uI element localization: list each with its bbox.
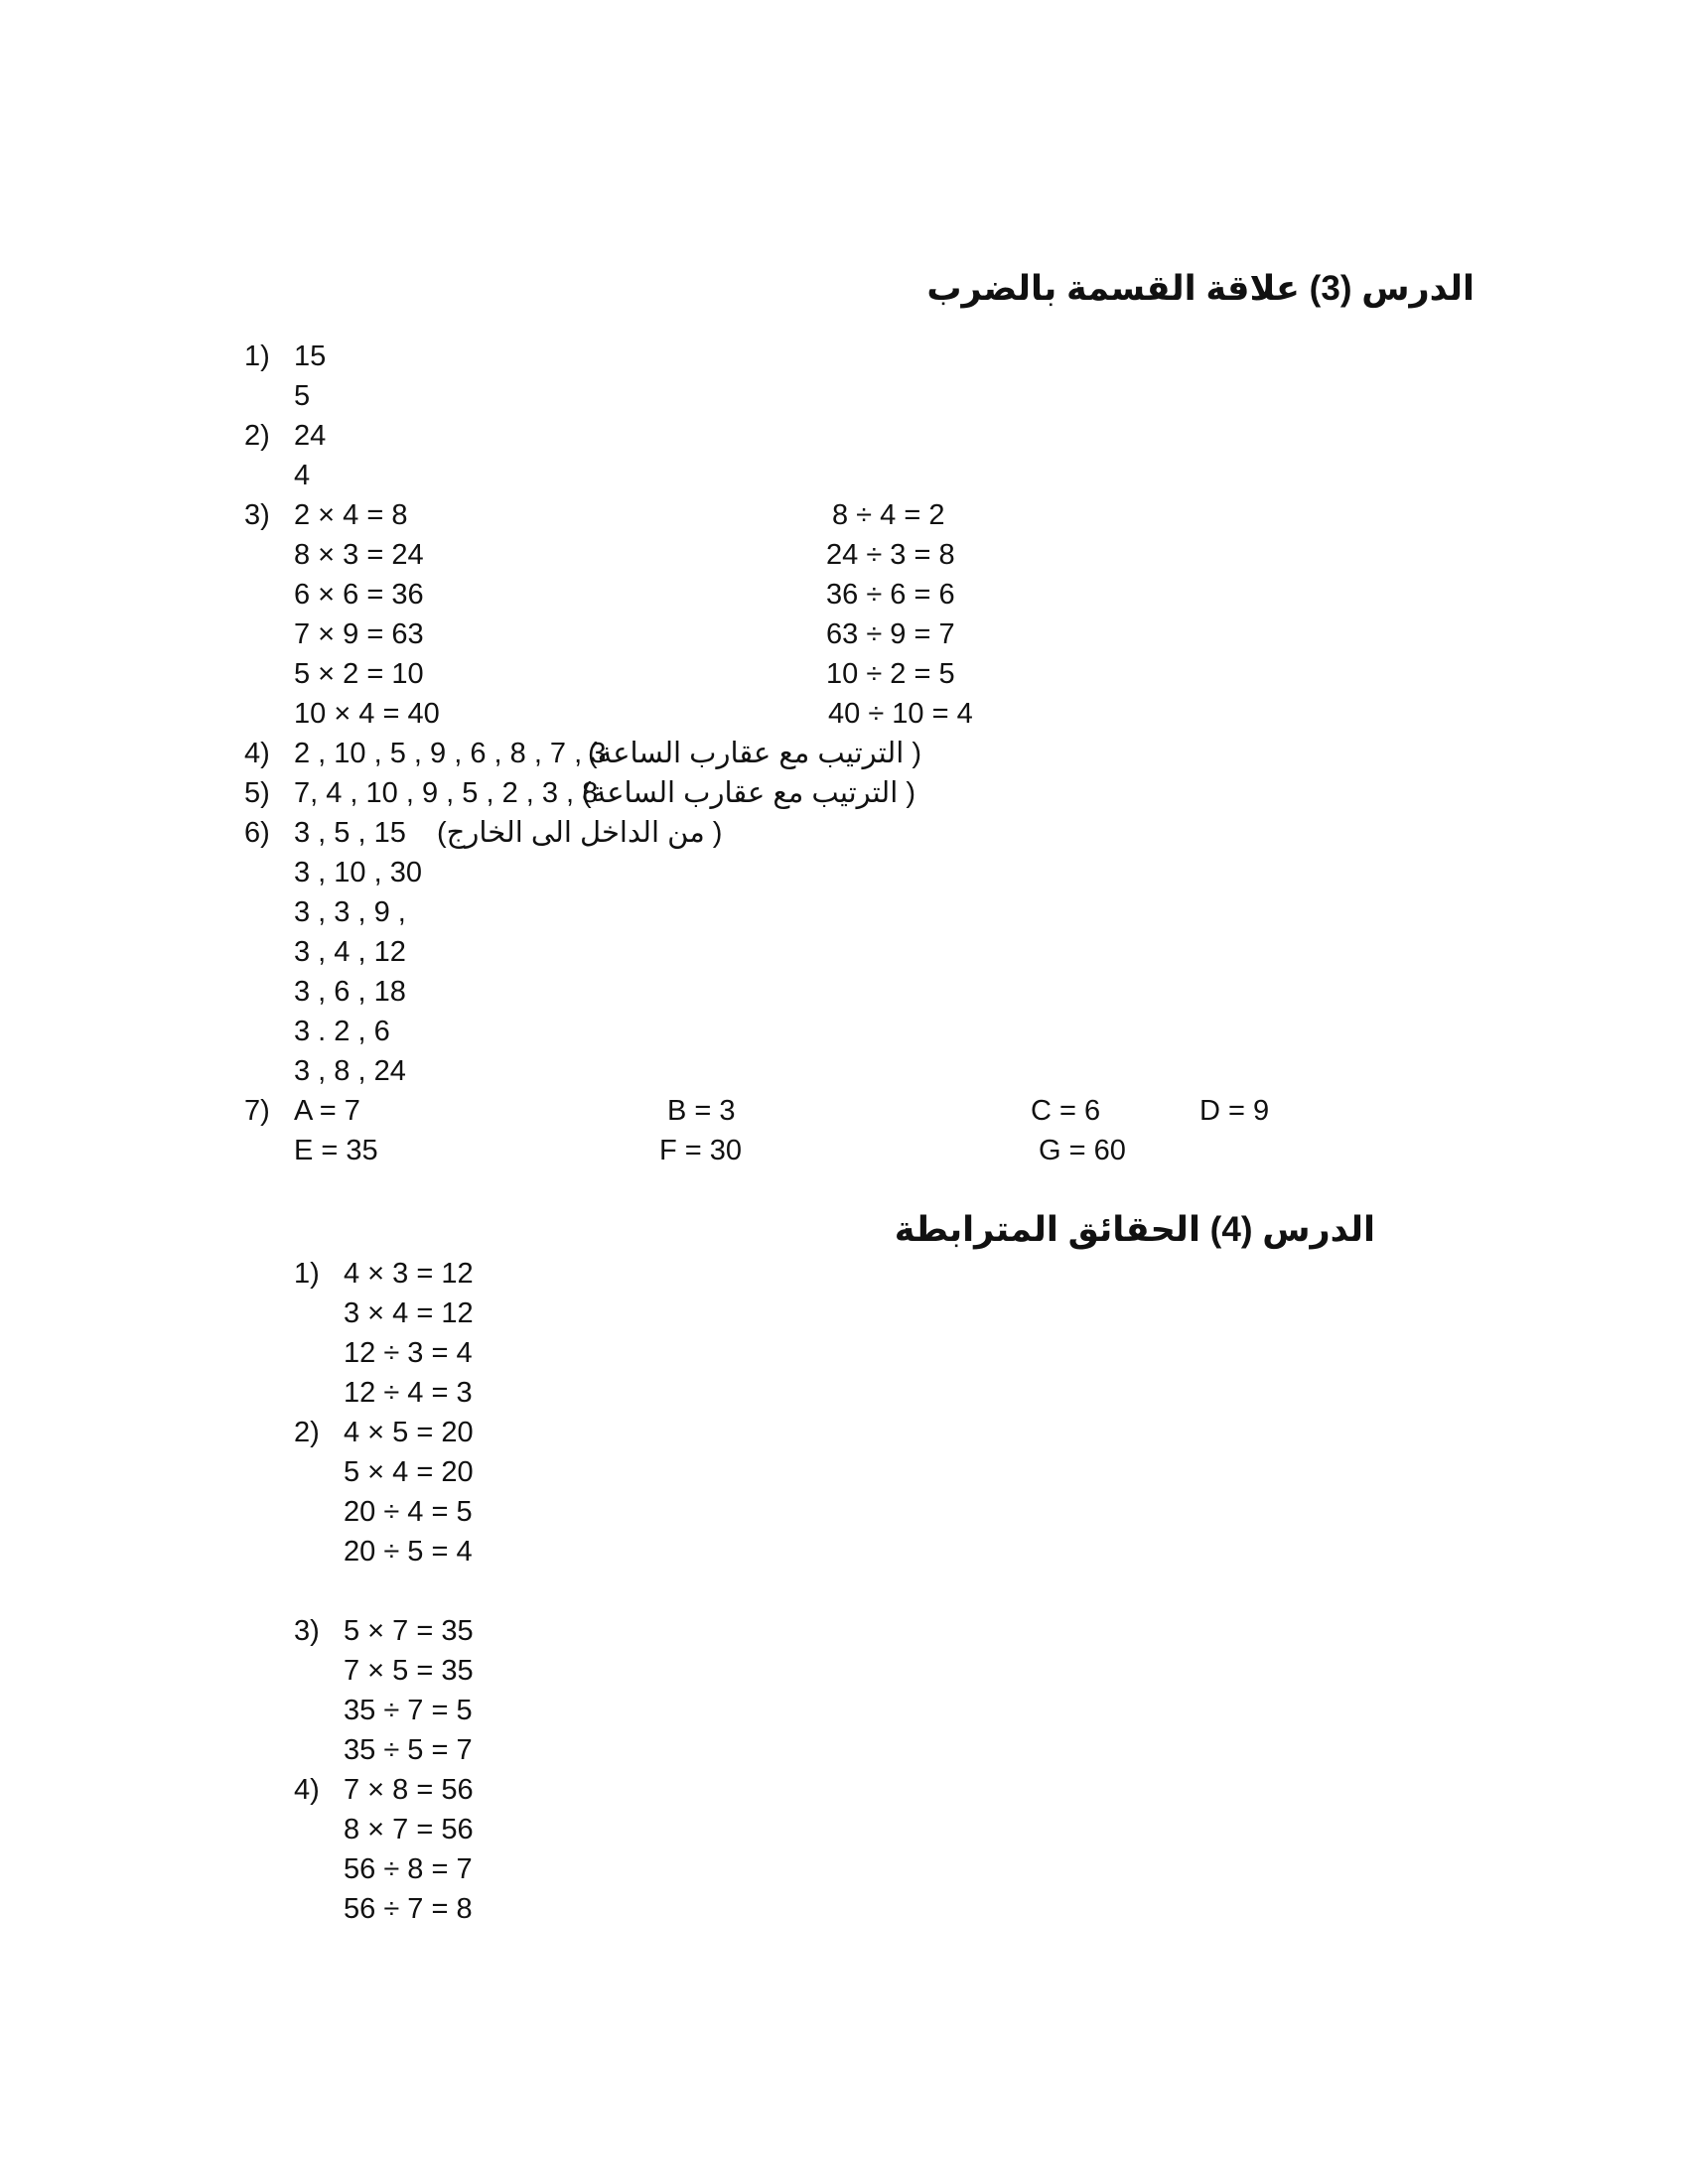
q3-mul-row: 10 × 4 = 40 bbox=[294, 698, 440, 730]
q6-note: ( من الداخل الى الخارج) bbox=[437, 817, 723, 849]
q7-value-d: D = 9 bbox=[1199, 1095, 1270, 1127]
q3-mul-row: 2 × 4 = 8 bbox=[294, 499, 408, 531]
q2-number: 2) bbox=[244, 420, 270, 452]
q1-answer-b: 5 bbox=[294, 380, 311, 412]
fact-row: 4 × 3 = 12 bbox=[344, 1258, 474, 1290]
q6-row: 3 , 8 , 24 bbox=[294, 1055, 406, 1087]
q4-note: ( الترتيب مع عقارب الساعة) bbox=[588, 738, 922, 769]
lesson4-item-number: 1) bbox=[294, 1258, 320, 1290]
fact-row: 5 × 4 = 20 bbox=[344, 1456, 474, 1488]
fact-row: 5 × 7 = 35 bbox=[344, 1615, 474, 1647]
fact-row: 35 ÷ 5 = 7 bbox=[344, 1734, 473, 1766]
q5-sequence: 7, 4 , 10 , 9 , 5 , 2 , 3 , 8 bbox=[294, 777, 599, 809]
q5-note: ( الترتيب مع عقارب الساعة) bbox=[582, 777, 916, 809]
lesson3-title: الدرس (3) علاقة القسمة بالضرب bbox=[926, 269, 1475, 308]
q2-answer-a: 24 bbox=[294, 420, 327, 452]
q7-value-f: F = 30 bbox=[659, 1135, 743, 1166]
q4-number: 4) bbox=[244, 738, 270, 769]
fact-row: 7 × 8 = 56 bbox=[344, 1774, 474, 1806]
lesson4-item-number: 3) bbox=[294, 1615, 320, 1647]
lesson4-title: الدرس (4) الحقائق المترابطة bbox=[894, 1210, 1375, 1249]
fact-row: 3 × 4 = 12 bbox=[344, 1297, 474, 1329]
q5-number: 5) bbox=[244, 777, 270, 809]
q6-row: 3 , 3 , 9 , bbox=[294, 896, 406, 928]
q7-number: 7) bbox=[244, 1095, 270, 1127]
q3-div-row: 40 ÷ 10 = 4 bbox=[828, 698, 973, 730]
q3-div-row: 24 ÷ 3 = 8 bbox=[826, 539, 955, 571]
q3-mul-row: 5 × 2 = 10 bbox=[294, 658, 424, 690]
q3-div-row: 8 ÷ 4 = 2 bbox=[832, 499, 945, 531]
q6-row: 3 , 4 , 12 bbox=[294, 936, 406, 968]
fact-row: 56 ÷ 8 = 7 bbox=[344, 1853, 473, 1885]
q2-answer-b: 4 bbox=[294, 460, 311, 491]
q7-value-b: B = 3 bbox=[667, 1095, 736, 1127]
fact-row: 8 × 7 = 56 bbox=[344, 1814, 474, 1845]
q3-mul-row: 7 × 9 = 63 bbox=[294, 618, 424, 650]
q1-answer-a: 15 bbox=[294, 341, 327, 372]
q7-value-e: E = 35 bbox=[294, 1135, 378, 1166]
q7-value-c: C = 6 bbox=[1031, 1095, 1101, 1127]
q6-row: 3 , 6 , 18 bbox=[294, 976, 406, 1008]
fact-row: 20 ÷ 4 = 5 bbox=[344, 1496, 473, 1528]
q7-value-a: A = 7 bbox=[294, 1095, 360, 1127]
q6-number: 6) bbox=[244, 817, 270, 849]
q3-mul-row: 8 × 3 = 24 bbox=[294, 539, 424, 571]
q4-sequence: 2 , 10 , 5 , 9 , 6 , 8 , 7 , 3 bbox=[294, 738, 607, 769]
q6-row: 3 , 10 , 30 bbox=[294, 857, 422, 888]
q6-row: 3 , 5 , 15 bbox=[294, 817, 406, 849]
fact-row: 7 × 5 = 35 bbox=[344, 1655, 474, 1687]
lesson4-item-number: 2) bbox=[294, 1417, 320, 1448]
q3-div-row: 63 ÷ 9 = 7 bbox=[826, 618, 955, 650]
q1-number: 1) bbox=[244, 341, 270, 372]
q7-value-g: G = 60 bbox=[1039, 1135, 1126, 1166]
q6-row: 3 . 2 , 6 bbox=[294, 1016, 390, 1047]
fact-row: 56 ÷ 7 = 8 bbox=[344, 1893, 473, 1925]
q3-number: 3) bbox=[244, 499, 270, 531]
fact-row: 35 ÷ 7 = 5 bbox=[344, 1695, 473, 1726]
fact-row: 4 × 5 = 20 bbox=[344, 1417, 474, 1448]
fact-row: 20 ÷ 5 = 4 bbox=[344, 1536, 473, 1568]
fact-row: 12 ÷ 4 = 3 bbox=[344, 1377, 473, 1409]
fact-row: 12 ÷ 3 = 4 bbox=[344, 1337, 473, 1369]
q3-div-row: 10 ÷ 2 = 5 bbox=[826, 658, 955, 690]
lesson4-item-number: 4) bbox=[294, 1774, 320, 1806]
q3-mul-row: 6 × 6 = 36 bbox=[294, 579, 424, 611]
q3-div-row: 36 ÷ 6 = 6 bbox=[826, 579, 955, 611]
